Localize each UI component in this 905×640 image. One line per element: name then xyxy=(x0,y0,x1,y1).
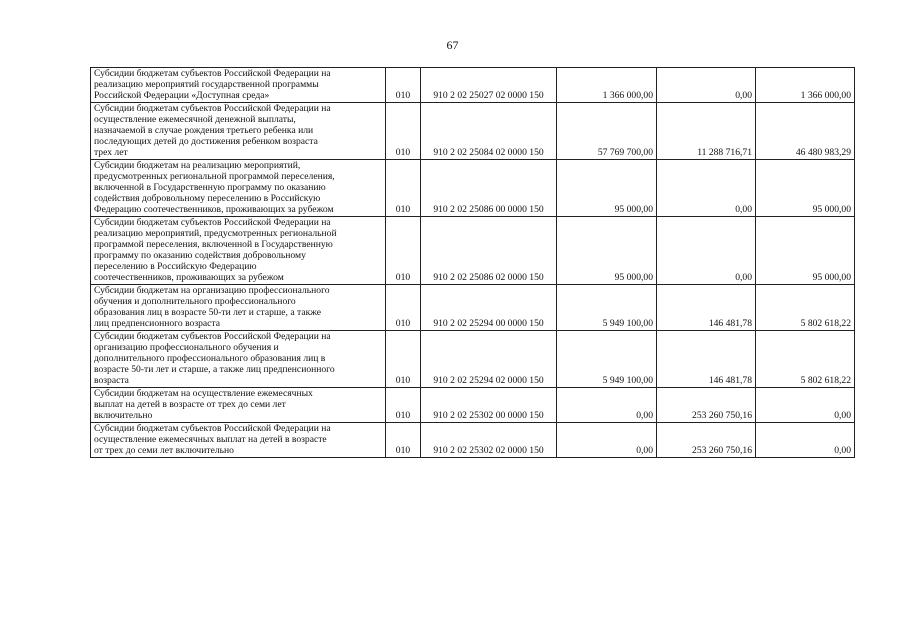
budget-classification-code-cell: 910 2 02 25027 02 0000 150 xyxy=(421,68,557,103)
executed-amount-cell: 11 288 716,71 xyxy=(657,103,756,160)
description-line: Субсидии бюджетам субъектов Российской Федерации на xyxy=(94,103,331,114)
admin-code-cell: 010 xyxy=(386,68,421,103)
remaining-amount-cell: 46 480 983,29 xyxy=(756,103,855,160)
remaining-amount-cell: 5 802 618,22 xyxy=(756,285,855,331)
row-description xyxy=(91,388,386,423)
budget-classification-code-cell: 910 2 02 25086 02 0000 150 xyxy=(421,217,557,285)
budget-table xyxy=(90,67,855,458)
executed-amount-cell: 253 260 750,16 xyxy=(657,388,756,423)
admin-code-cell: 010 xyxy=(386,388,421,423)
plan-amount-cell: 95 000,00 xyxy=(557,217,657,285)
description-line: соотечественников, проживающих за рубежом xyxy=(94,272,284,283)
description-line: лиц предпенсионного возраста xyxy=(94,318,221,329)
plan-amount-cell: 95 000,00 xyxy=(557,160,657,217)
table-row xyxy=(91,68,855,103)
budget-classification-code-cell: 910 2 02 25302 02 0000 150 xyxy=(421,423,557,458)
description-line: Субсидии бюджетам на реализацию мероприятий, xyxy=(94,160,301,171)
description-line: возрасте 50-ти лет и старше, а также лиц предпенсионного xyxy=(94,364,335,375)
description-line: образования лиц в возрасте 50-ти лет и старше, а также xyxy=(94,307,321,318)
executed-amount-cell: 146 481,78 xyxy=(657,331,756,388)
description-line: выплат на детей в возрасте от трех до семи лет xyxy=(94,399,286,410)
budget-classification-code-cell: 910 2 02 25086 00 0000 150 xyxy=(421,160,557,217)
description-line: трех лет xyxy=(94,147,128,158)
executed-amount-cell: 0,00 xyxy=(657,160,756,217)
table-body xyxy=(91,68,855,458)
description-line: Субсидии бюджетам на осуществление ежемесячных xyxy=(94,388,313,399)
row-description xyxy=(91,217,386,285)
description-line: предусмотренных региональной программой переселения, xyxy=(94,171,335,182)
table-row xyxy=(91,388,855,423)
description-line: включительно xyxy=(94,410,153,421)
plan-amount-cell: 0,00 xyxy=(557,388,657,423)
plan-amount-cell: 0,00 xyxy=(557,423,657,458)
description-line: от трех до семи лет включительно xyxy=(94,445,234,456)
description-line: Субсидии бюджетам субъектов Российской Федерации на xyxy=(94,217,331,228)
budget-classification-code-cell: 910 2 02 25294 00 0000 150 xyxy=(421,285,557,331)
row-description xyxy=(91,331,386,388)
executed-amount-cell: 146 481,78 xyxy=(657,285,756,331)
admin-code-cell: 010 xyxy=(386,331,421,388)
plan-amount-cell: 5 949 100,00 xyxy=(557,285,657,331)
description-line: назначаемой в случае рождения третьего ребенка или xyxy=(94,125,314,136)
budget-classification-code-cell: 910 2 02 25294 02 0000 150 xyxy=(421,331,557,388)
remaining-amount-cell: 1 366 000,00 xyxy=(756,68,855,103)
row-description xyxy=(91,285,386,331)
description-line: реализацию мероприятий, предусмотренных региональной xyxy=(94,228,337,239)
budget-classification-code-cell: 910 2 02 25302 00 0000 150 xyxy=(421,388,557,423)
description-line: Субсидии бюджетам субъектов Российской Федерации на xyxy=(94,331,331,342)
description-line: организацию профессионального обучения и xyxy=(94,342,279,353)
admin-code-cell: 010 xyxy=(386,423,421,458)
remaining-amount-cell: 95 000,00 xyxy=(756,160,855,217)
description-line: возраста xyxy=(94,375,129,386)
page-number: 67 xyxy=(446,38,459,52)
description-line: программой переселения, включенной в Государственную xyxy=(94,239,333,250)
description-line: Субсидии бюджетам субъектов Российской Федерации на xyxy=(94,68,331,79)
plan-amount-cell: 57 769 700,00 xyxy=(557,103,657,160)
table-row xyxy=(91,160,855,217)
executed-amount-cell: 0,00 xyxy=(657,68,756,103)
table-row xyxy=(91,103,855,160)
description-line: содействия добровольному переселению в Российскую xyxy=(94,193,321,204)
admin-code-cell: 010 xyxy=(386,160,421,217)
executed-amount-cell: 253 260 750,16 xyxy=(657,423,756,458)
description-line: осуществление ежемесячных выплат на детей в возрасте xyxy=(94,434,327,445)
plan-amount-cell: 5 949 100,00 xyxy=(557,331,657,388)
plan-amount-cell: 1 366 000,00 xyxy=(557,68,657,103)
table-row xyxy=(91,285,855,331)
row-description xyxy=(91,103,386,160)
table-row xyxy=(91,331,855,388)
table-row xyxy=(91,217,855,285)
description-line: последующих детей до достижения ребенком возраста xyxy=(94,136,318,147)
description-line: Субсидии бюджетам на организацию профессионального xyxy=(94,285,330,296)
description-line: обучения и дополнительного профессионального xyxy=(94,296,296,307)
description-line: Субсидии бюджетам субъектов Российской Федерации на xyxy=(94,423,331,434)
description-line: дополнительного профессионального образования лиц в xyxy=(94,353,326,364)
remaining-amount-cell: 0,00 xyxy=(756,388,855,423)
description-line: осуществление ежемесячной денежной выплаты, xyxy=(94,114,296,125)
row-description xyxy=(91,423,386,458)
description-line: программу по оказанию содействия добровольному xyxy=(94,250,306,261)
row-description xyxy=(91,68,386,103)
row-description xyxy=(91,160,386,217)
table-row xyxy=(91,423,855,458)
remaining-amount-cell: 5 802 618,22 xyxy=(756,331,855,388)
description-line: Российской Федерации «Доступная среда» xyxy=(94,90,270,101)
description-line: переселению в Российскую Федерацию xyxy=(94,261,257,272)
executed-amount-cell: 0,00 xyxy=(657,217,756,285)
remaining-amount-cell: 0,00 xyxy=(756,423,855,458)
description-line: реализацию мероприятий государственной программы xyxy=(94,79,319,90)
admin-code-cell: 010 xyxy=(386,285,421,331)
admin-code-cell: 010 xyxy=(386,103,421,160)
description-line: Федерацию соотечественников, проживающих за рубежом xyxy=(94,204,334,215)
admin-code-cell: 010 xyxy=(386,217,421,285)
remaining-amount-cell: 95 000,00 xyxy=(756,217,855,285)
budget-classification-code-cell: 910 2 02 25084 02 0000 150 xyxy=(421,103,557,160)
description-line: включенной в Государственную программу по оказанию xyxy=(94,182,326,193)
